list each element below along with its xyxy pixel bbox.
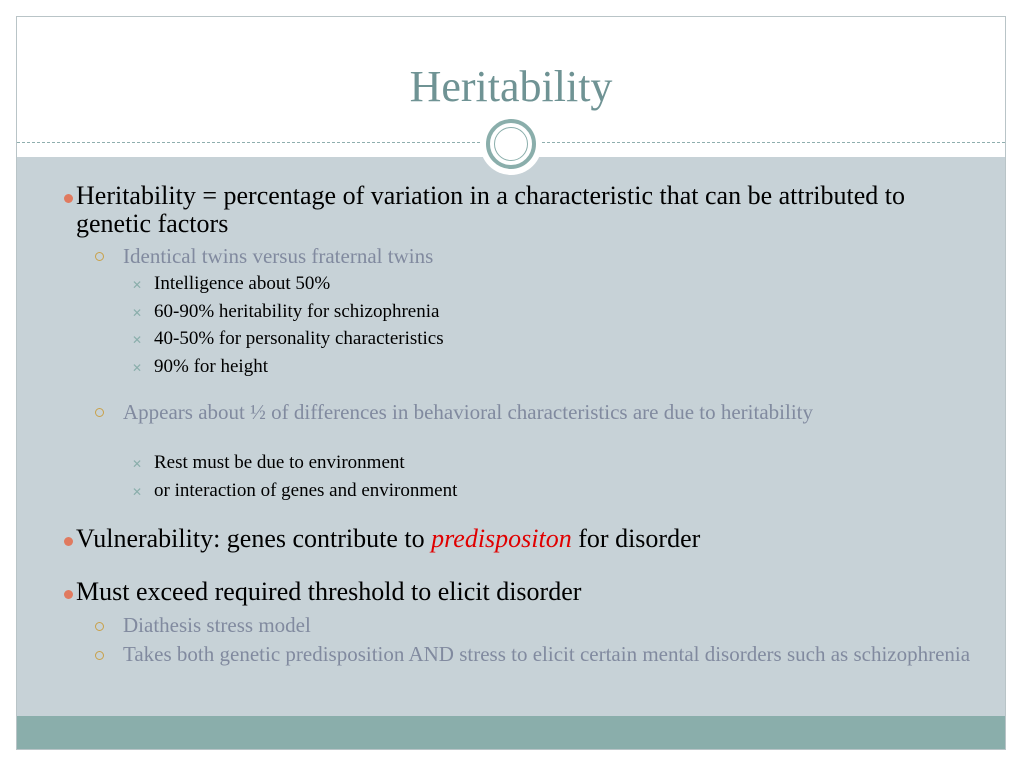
vulnerability-text-end: for disorder	[571, 524, 701, 553]
bullet-vulnerability	[76, 525, 946, 553]
filled-circle-bullet-icon	[64, 537, 73, 546]
item-environment: Rest must be due to environment	[154, 452, 405, 473]
sub-bullet-genetic-stress: Takes both genetic predisposition AND stress to elicit certain mental disorders such as schizophrenia	[123, 642, 971, 666]
bullet-threshold: Must exceed required threshold to elicit disorder	[76, 577, 582, 606]
item-personality: 40-50% for personality characteristics	[154, 328, 444, 349]
item-height: 90% for height	[154, 356, 268, 377]
item-interaction: or interaction of genes and environment	[154, 480, 458, 501]
filled-circle-bullet-icon	[64, 194, 73, 203]
slide-title: Heritability	[409, 62, 613, 111]
emphasis-predisposition: predispositon	[431, 524, 572, 553]
hollow-circle-bullet-icon	[95, 408, 104, 417]
sub-bullet-twins: Identical twins versus fraternal twins	[123, 244, 434, 268]
item-intelligence: Intelligence about 50%	[154, 273, 331, 294]
item-schizophrenia: 60-90% heritability for schizophrenia	[154, 301, 440, 322]
x-mark-bullet-icon: ✕	[132, 306, 143, 320]
hollow-circle-bullet-icon	[95, 622, 104, 631]
x-mark-bullet-icon: ✕	[132, 485, 143, 499]
x-mark-bullet-icon: ✕	[132, 361, 143, 375]
filled-circle-bullet-icon	[64, 590, 73, 599]
bullet-heritability-definition: Heritability = percentage of variation in a characteristic that can be attributed to genetic factors	[76, 181, 905, 238]
hollow-circle-bullet-icon	[95, 651, 104, 660]
x-mark-bullet-icon: ✕	[132, 278, 143, 292]
vulnerability-text: Vulnerability: genes contribute to	[76, 524, 432, 553]
x-mark-bullet-icon: ✕	[132, 333, 143, 347]
sub-bullet-half-differences: Appears about ½ of differences in behavioral characteristics are due to heritability	[123, 400, 813, 424]
inner-ring-icon	[494, 127, 528, 161]
footer-band	[17, 716, 1005, 750]
x-mark-bullet-icon: ✕	[132, 457, 143, 471]
slide	[16, 16, 1006, 750]
sub-bullet-diathesis: Diathesis stress model	[123, 613, 311, 637]
hollow-circle-bullet-icon	[95, 252, 104, 261]
